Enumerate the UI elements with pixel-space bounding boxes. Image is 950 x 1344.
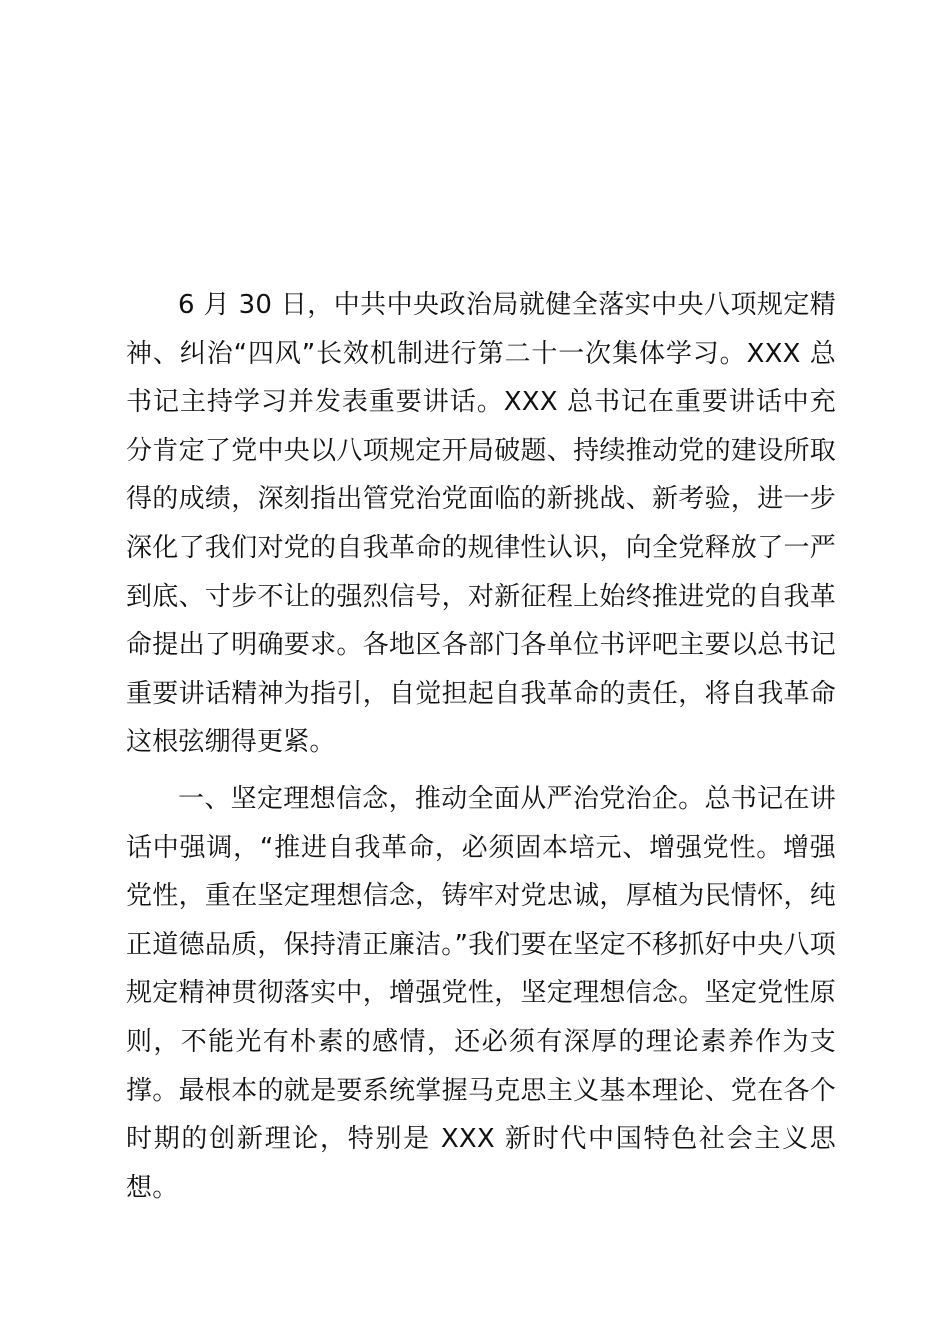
paragraph-section-one: 一、坚定理想信念，推动全面从严治党治企。总书记在讲话中强调，“推进自我革命，必须固本培元、增强党性。增强党性，重在坚定理想信念，铸牢对党忠诚，厚植为民情怀，纯正道德品质，保持清正廉洁。”我们要在坚定不移抓好中央八项规定精神贯彻落实中，增强党性，坚定理想信念。坚定党性原则，不能光有朴素的感情，还必须有深厚的理论素养作为支撑。最根本的就是要系统掌握马克思主义基本理论、党在各个时期的创新理论，特别是 XXX 新时代中国特色社会主义思想。 xyxy=(126,783,836,1203)
paragraph-intro: 6 月 30 日，中共中央政治局就健全落实中央八项规定精神、纠治“四风”长效机制进行第二十一次集体学习。XXX 总书记主持学习并发表重要讲话。XXX 总书记在重要讲话中充分肯定了党中央以八项规定开局破题、持续推动党的建设所取得的成绩，深刻指出管党治党面临的新挑战、新考验，进一步深化了我们对党的自我革命的规律性认识，向全党释放了一严到底、寸步不让的强烈信号，对新征程上始终推进党的自我革命提出了明确要求。各地区各部门各单位书评吧主要以总书记重要讲话精神为指引，自觉担起自我革命的责任，将自我革命这根弦绷得更紧。 xyxy=(126,290,836,758)
document-body xyxy=(126,281,836,1220)
